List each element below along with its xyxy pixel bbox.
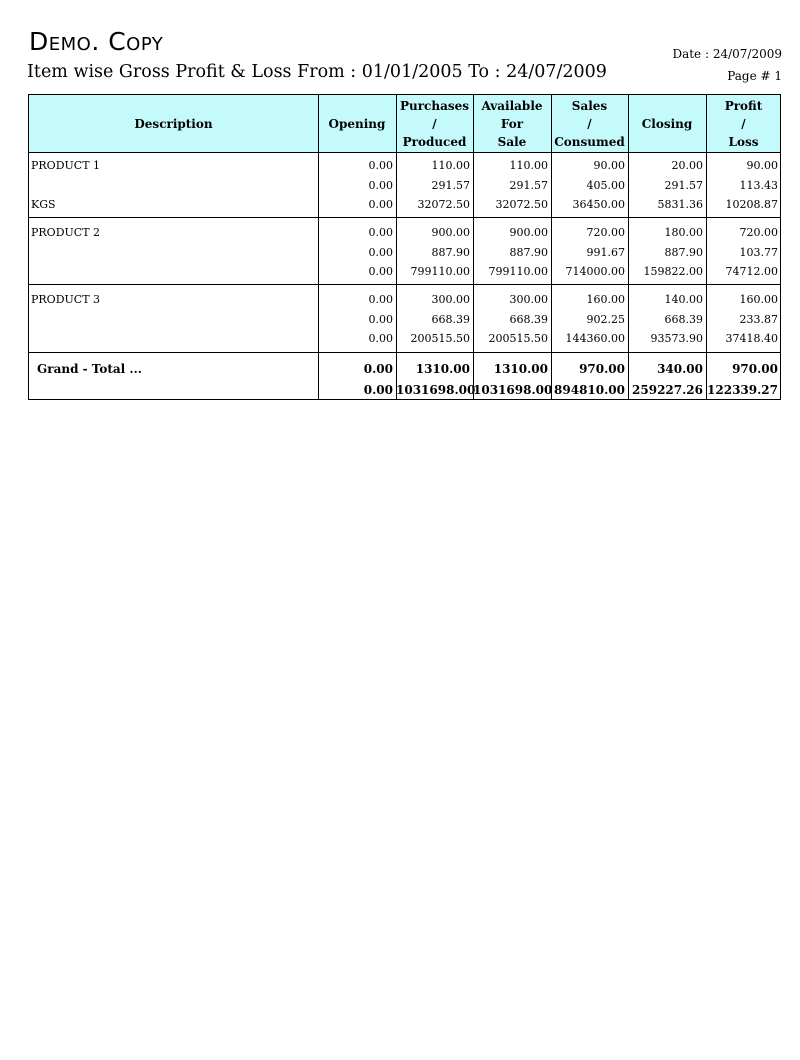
- table-cell-available: 668.39: [509, 312, 548, 326]
- table-cell-opening: 0.00: [368, 265, 393, 278]
- grand-total-available: 1310.00: [493, 362, 548, 376]
- table-cell-closing: 887.90: [664, 245, 703, 259]
- table-cell-purchases: 300.00: [431, 293, 470, 306]
- table-cell-sales: 720.00: [586, 226, 625, 239]
- header-available: [473, 95, 551, 153]
- header-closing-line: Closing: [641, 117, 693, 131]
- gross-profit-table: [28, 94, 781, 400]
- row-separator: [29, 284, 780, 285]
- grand-total-closing: 259227.26: [632, 383, 703, 397]
- table-cell-profit: 103.77: [739, 245, 778, 259]
- header-opening: [318, 95, 396, 153]
- table-cell-sales: 36450.00: [572, 198, 625, 211]
- table-cell-profit: 37418.40: [725, 332, 778, 345]
- table-cell-opening: 0.00: [368, 293, 393, 306]
- grand-total-purchases: 1031698.00: [396, 383, 476, 397]
- table-cell-closing: 291.57: [664, 178, 703, 192]
- table-cell-available: 900.00: [509, 226, 548, 239]
- table-cell-closing: 20.00: [671, 159, 703, 172]
- header-profit-line: /: [741, 117, 746, 131]
- table-cell-closing: 668.39: [664, 312, 703, 326]
- table-cell-opening: 0.00: [368, 332, 393, 345]
- product-unit: KGS: [31, 198, 56, 211]
- header-available-line: Sale: [497, 135, 527, 149]
- table-cell-sales: 90.00: [593, 159, 625, 172]
- table-cell-purchases: 887.90: [431, 245, 470, 259]
- header-sales-line: Sales: [571, 99, 608, 113]
- grand-total-opening: 0.00: [363, 362, 393, 376]
- grand-total-label: Grand - Total ...: [37, 362, 142, 376]
- table-cell-purchases: 291.57: [431, 178, 470, 192]
- table-cell-profit: 113.43: [739, 178, 778, 192]
- table-cell-opening: 0.00: [368, 245, 393, 259]
- header-purchases-line: /: [432, 117, 437, 131]
- header-available-line: For: [500, 117, 524, 131]
- grand-total-profit: 970.00: [732, 362, 778, 376]
- header-profit-line: Loss: [728, 135, 759, 149]
- header-purchases-line: Produced: [402, 135, 467, 149]
- table-cell-closing: 93573.90: [650, 332, 703, 345]
- header-available-line: Available: [481, 99, 543, 113]
- table-cell-available: 291.57: [509, 178, 548, 192]
- table-cell-closing: 140.00: [664, 293, 703, 306]
- header-sales-line: Consumed: [554, 135, 625, 149]
- header-description: [29, 95, 318, 153]
- table-cell-profit: 90.00: [746, 159, 778, 172]
- table-cell-sales: 160.00: [586, 293, 625, 306]
- table-cell-profit: 720.00: [739, 226, 778, 239]
- table-cell-sales: 991.67: [586, 245, 625, 259]
- product-name: PRODUCT 2: [31, 226, 101, 239]
- table-cell-available: 887.90: [509, 245, 548, 259]
- header-sales: [551, 95, 628, 153]
- grand-total-purchases: 1310.00: [415, 362, 470, 376]
- grand-total-sales: 894810.00: [554, 383, 625, 397]
- table-cell-available: 300.00: [509, 293, 548, 306]
- table-cell-profit: 10208.87: [725, 198, 778, 211]
- table-cell-profit: 233.87: [739, 312, 778, 326]
- table-cell-sales: 405.00: [586, 178, 625, 192]
- table-cell-purchases: 668.39: [431, 312, 470, 326]
- header-purchases-line: Purchases: [399, 99, 470, 113]
- table-cell-available: 110.00: [509, 159, 548, 172]
- table-cell-available: 799110.00: [488, 265, 548, 278]
- header-opening-line: Opening: [328, 117, 386, 131]
- grand-total-sales: 970.00: [579, 362, 625, 376]
- table-cell-available: 200515.50: [488, 332, 548, 345]
- table-cell-opening: 0.00: [368, 159, 393, 172]
- header-sales-line: /: [587, 117, 592, 131]
- table-cell-purchases: 110.00: [431, 159, 470, 172]
- table-cell-closing: 5831.36: [657, 198, 703, 211]
- page-number: Page # 1: [727, 69, 782, 83]
- row-separator: [29, 352, 780, 353]
- product-name: PRODUCT 3: [31, 293, 101, 306]
- table-header: [29, 95, 780, 153]
- table-cell-purchases: 799110.00: [410, 265, 470, 278]
- report-title: Item wise Gross Profit & Loss From : 01/01/2005 To : 24/07/2009: [27, 62, 607, 82]
- table-cell-closing: 180.00: [664, 226, 703, 239]
- table-cell-sales: 902.25: [586, 312, 625, 326]
- header-description-line: Description: [134, 117, 213, 131]
- header-closing: [628, 95, 706, 153]
- table-cell-sales: 714000.00: [565, 265, 625, 278]
- demo-copy-watermark: Demo. Copy: [29, 27, 164, 56]
- table-cell-opening: 0.00: [368, 312, 393, 326]
- grand-total-opening: 0.00: [363, 383, 393, 397]
- table-cell-closing: 159822.00: [643, 265, 703, 278]
- grand-total-closing: 340.00: [657, 362, 703, 376]
- table-cell-available: 32072.50: [495, 198, 548, 211]
- grand-total-profit: 122339.27: [707, 383, 778, 397]
- table-cell-opening: 0.00: [368, 198, 393, 211]
- table-cell-opening: 0.00: [368, 178, 393, 192]
- report-date: Date : 24/07/2009: [672, 47, 782, 61]
- table-cell-purchases: 200515.50: [410, 332, 470, 345]
- table-cell-purchases: 900.00: [431, 226, 470, 239]
- product-name: PRODUCT 1: [31, 159, 101, 172]
- table-cell-profit: 160.00: [739, 293, 778, 306]
- header-profit-line: Profit: [724, 99, 763, 113]
- row-separator: [29, 217, 780, 218]
- header-purchases: [396, 95, 473, 153]
- table-cell-profit: 74712.00: [725, 265, 778, 278]
- grand-total-available: 1031698.00: [473, 383, 553, 397]
- table-cell-purchases: 32072.50: [417, 198, 470, 211]
- table-cell-sales: 144360.00: [565, 332, 625, 345]
- header-profit: [706, 95, 781, 153]
- table-cell-opening: 0.00: [368, 226, 393, 239]
